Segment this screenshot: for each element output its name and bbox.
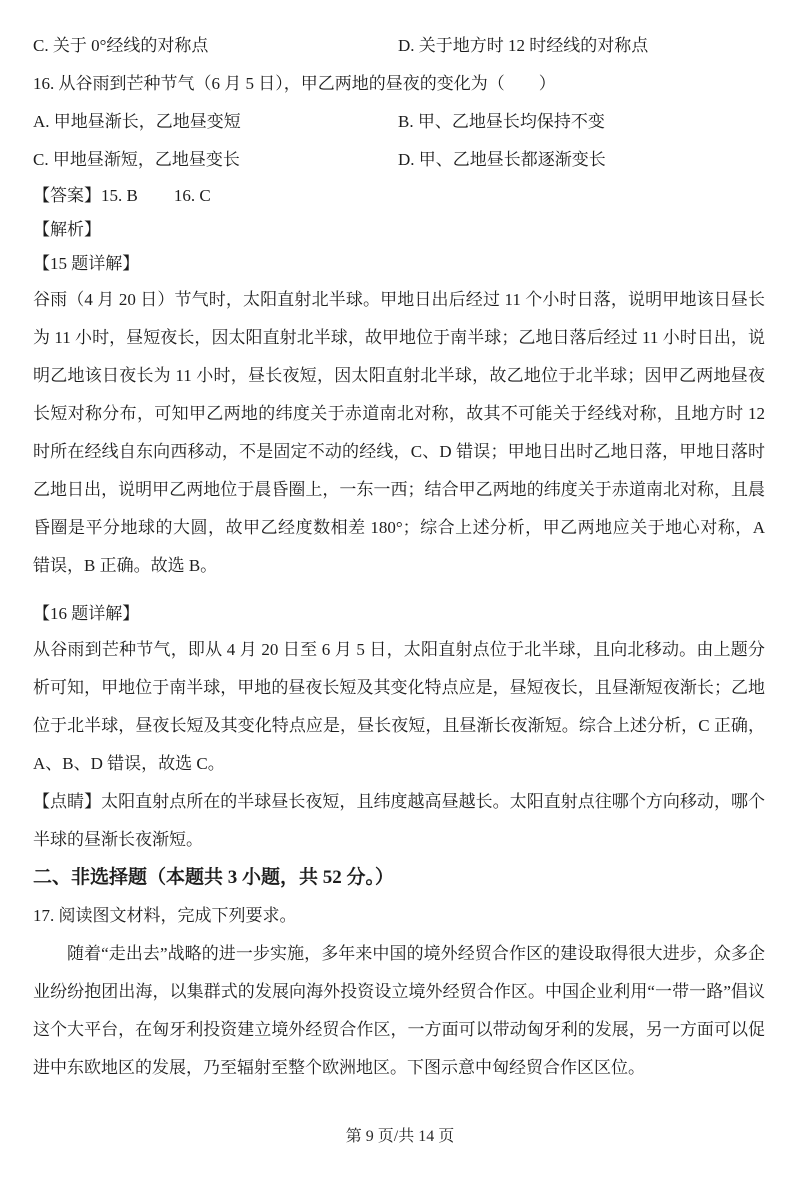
question-16-option-a: A. 甲地昼渐长，乙地昼变短 <box>33 112 241 131</box>
question-17-material: 随着“走出去”战略的进一步实施，多年来中国的境外经贸合作区的建设取得很大进步，众多企业纷纷抱团出海，以集群式的发展向海外投资设立境外经贸合作区。中国企业利用“一带一路”倡议这个大平台，在匈牙利投资建立境外经贸合作区，一方面可以带动匈牙利的发展，另一方面可以促进中东欧地区的发展，乃至辐射至整个欧洲地区。下图示意中匈经贸合作区区位。 <box>33 944 765 1077</box>
question-16-option-b: B. 甲、乙地昼长均保持不变 <box>398 112 605 131</box>
prev-question-options-row <box>33 27 765 65</box>
answer-15: 15. B <box>101 186 138 205</box>
analysis-15-body: 谷雨（4 月 20 日）节气时，太阳直射北半球。甲地日出后经过 11 个小时日落，说明甲地该日昼长为 11 小时，昼短夜长，因太阳直射北半球，故甲地位于南半球；乙地日落后经过 11 小时日出，说明乙地该日夜长为 11 小时，昼长夜短，因太阳直射北半球，故乙地位于北半球；因甲乙两地昼夜长短对称分布，可知甲乙两地的纬度关于赤道南北对称，故其不可能关于经线对称，且地方时 12 时所在经线自东向西移动，不是固定不动的经线，C、D 错误；甲地日出时乙地日落，甲地日落时乙地日出，说明甲乙两地位于晨昏圈上，一东一西；结合甲乙两地的纬度关于赤道南北对称，且晨昏圈是平分地球的大圆，故甲乙经度数相差 180°；综合上述分析，甲乙两地应关于地心对称，A 错误，B 正确。故选 B。 <box>33 290 765 575</box>
page-footer: 第 9 页/共 14 页 <box>345 1128 455 1145</box>
question-16-stem: 16. 从谷雨到芒种节气（6 月 5 日），甲乙两地的昼夜的变化为（ ） <box>33 74 556 93</box>
question-16-options-row-ab <box>33 103 765 141</box>
prev-option-c: C. 关于 0°经线的对称点 <box>33 36 209 55</box>
analysis-16-body: 从谷雨到芒种节气，即从 4 月 20 日至 6 月 5 日，太阳直射点位于北半球，且向北移动。由上题分析可知，甲地位于南半球，甲地的昼夜长短及其变化特点应是，昼短夜长，且昼渐短夜渐长；乙地位于北半球，昼夜长短及其变化特点应是，昼长夜短，且昼渐长夜渐短。综合上述分析，C 正确，A、B、D 错误，故选 C。 <box>33 640 765 773</box>
analysis-16-header: 【16 题详解】 <box>33 604 140 623</box>
question-16-option-c: C. 甲地昼渐短，乙地昼变长 <box>33 150 240 169</box>
prev-option-d: D. 关于地方时 12 时经线的对称点 <box>398 36 649 55</box>
section-2-heading: 二、非选择题（本题共 3 小题，共 52 分。） <box>33 867 395 888</box>
analysis-15-header: 【15 题详解】 <box>33 254 140 273</box>
analysis-label: 【解析】 <box>33 220 101 239</box>
answer-line <box>33 179 765 213</box>
question-16-options-row-cd <box>33 141 765 179</box>
question-17-intro: 17. 阅读图文材料，完成下列要求。 <box>33 906 297 925</box>
tip-paragraph: 【点睛】太阳直射点所在的半球昼长夜短，且纬度越高昼越长。太阳直射点往哪个方向移动，哪个半球的昼渐长夜渐短。 <box>33 792 765 849</box>
question-16-option-d: D. 甲、乙地昼长都逐渐变长 <box>398 150 606 169</box>
answer-label: 【答案】 <box>33 186 101 205</box>
answer-16: 16. C <box>173 186 211 205</box>
